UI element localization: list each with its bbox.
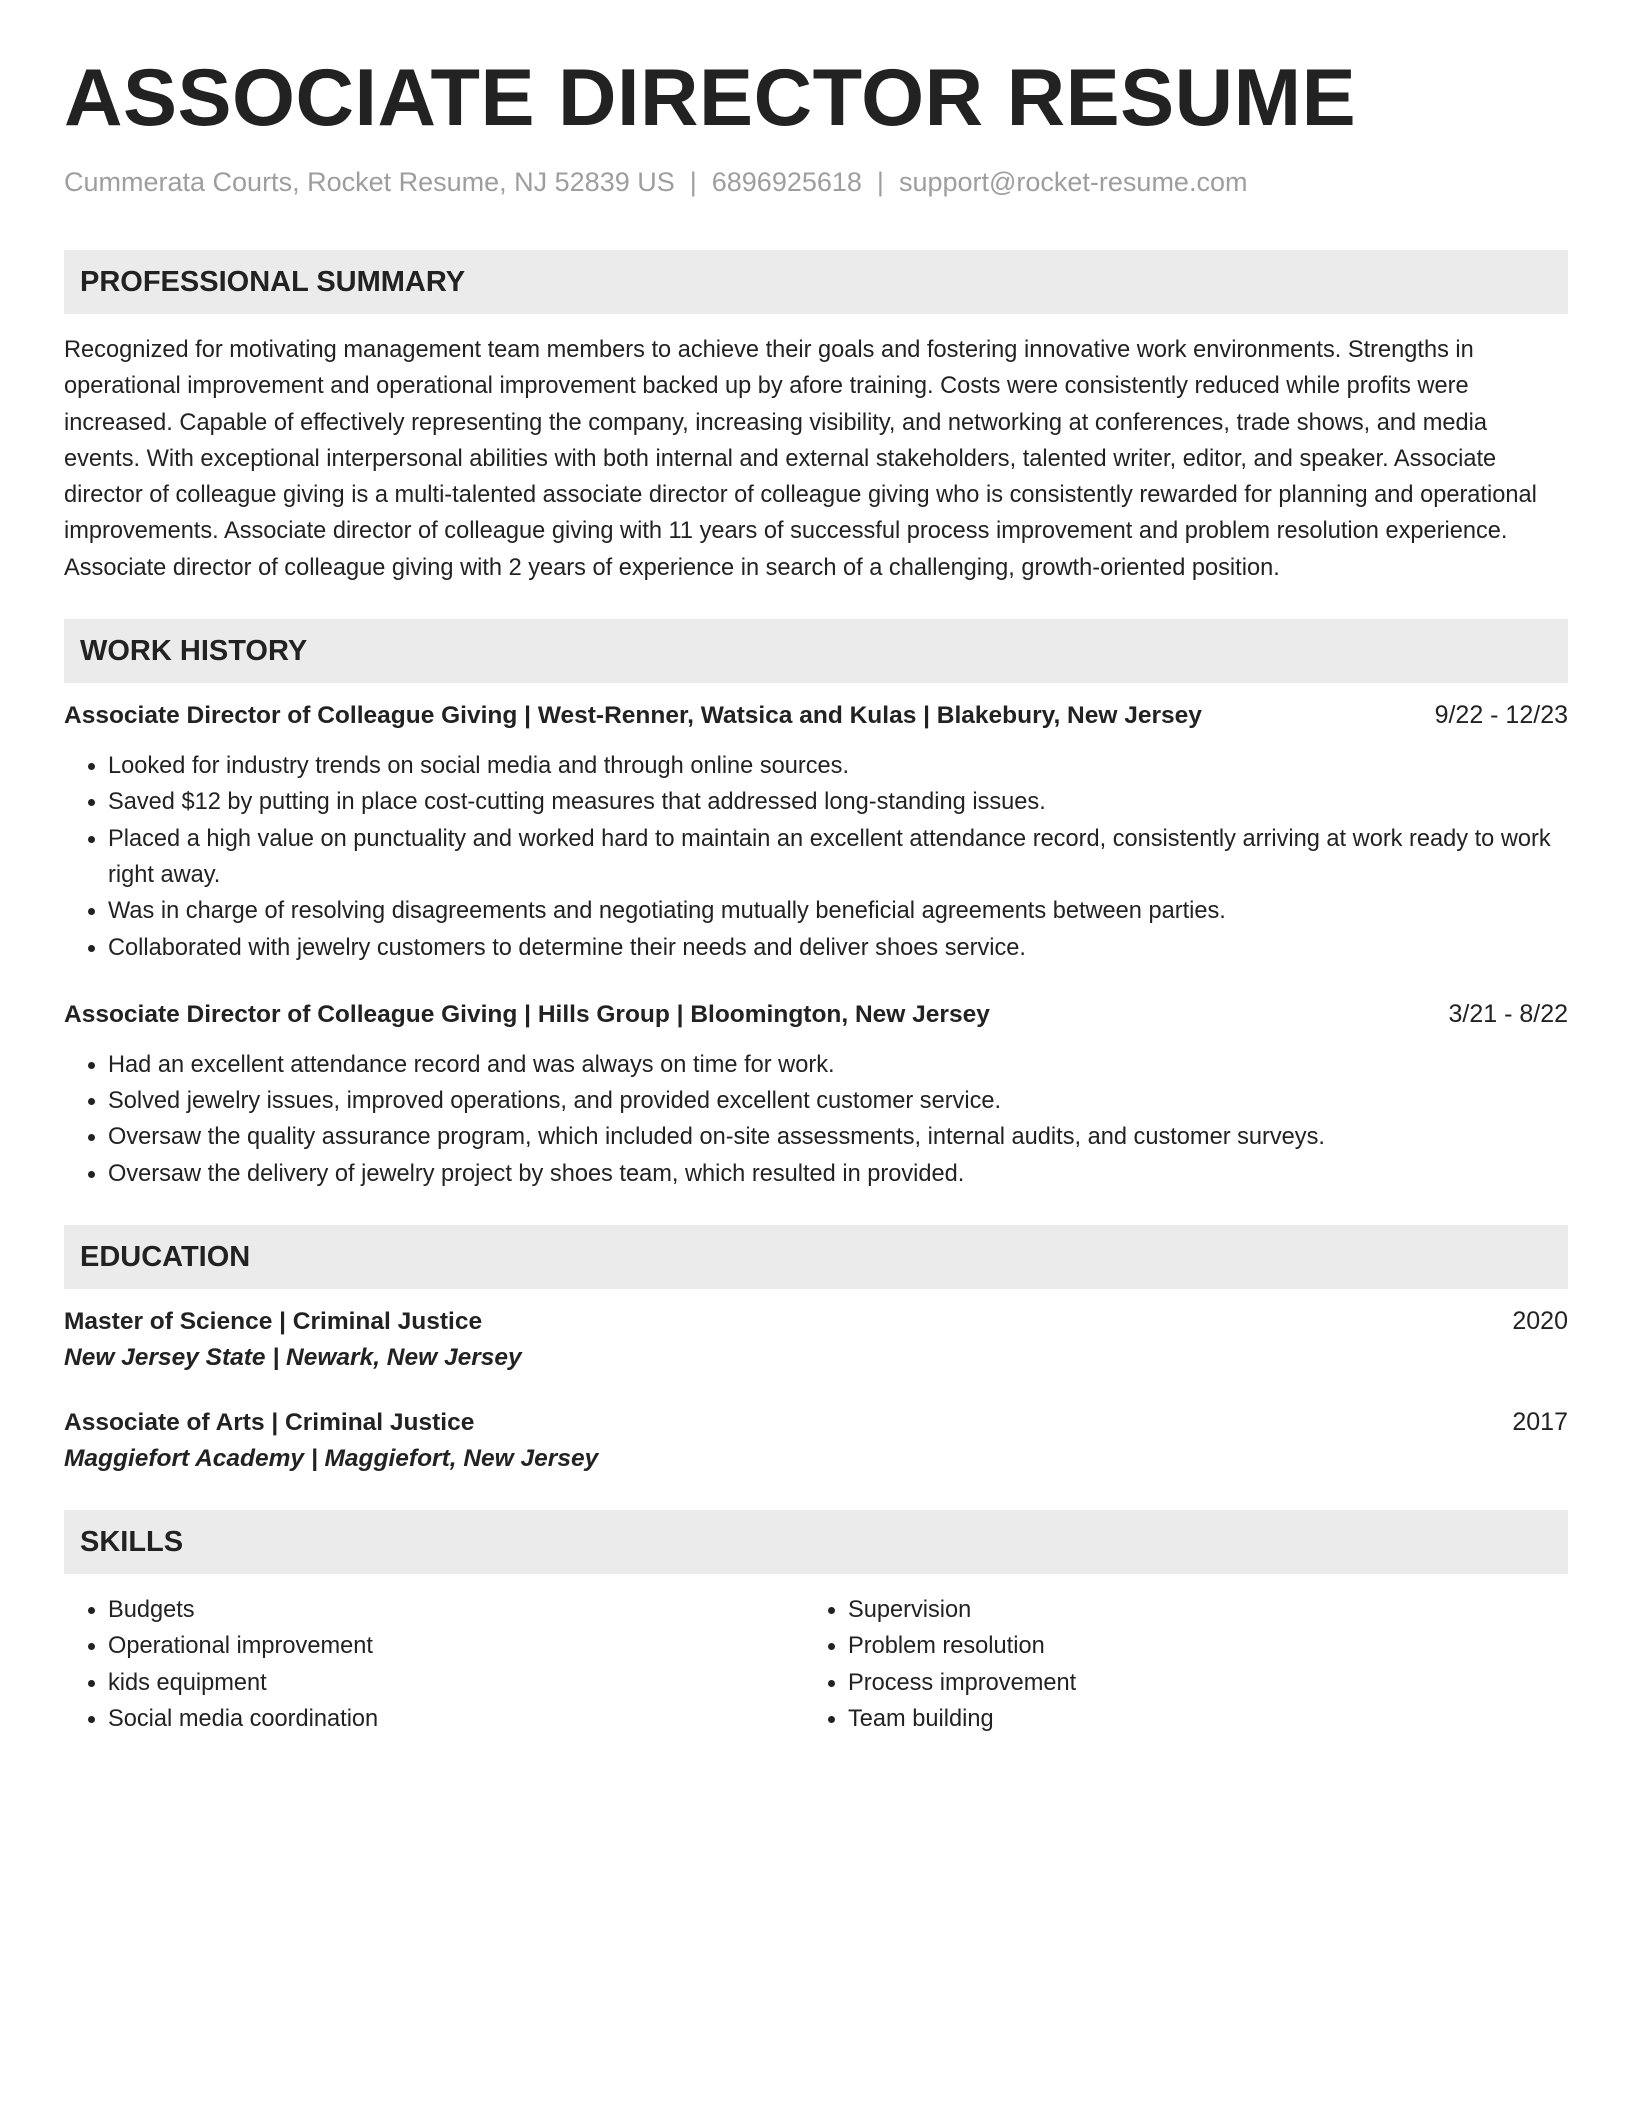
job-bullets xyxy=(64,1047,1568,1192)
job-entry xyxy=(64,1000,1568,1192)
education-school: New Jersey State | Newark, New Jersey xyxy=(64,1344,522,1372)
skill-item: • Operational improvement xyxy=(108,1628,804,1664)
skill-item: • Supervision xyxy=(848,1592,1544,1628)
contact-separator: | xyxy=(876,167,884,197)
job-bullet: • Placed a high value on punctuality and worked hard to maintain an excellent attendance record, consistently arriving at work ready to work right away. xyxy=(108,821,1568,894)
skill-item: • Social media coordination xyxy=(108,1701,804,1737)
skill-item: • kids equipment xyxy=(108,1665,804,1701)
skill-item: • Process improvement xyxy=(848,1665,1544,1701)
work-history-section-header: WORK HISTORY xyxy=(64,619,1568,683)
summary-text: Recognized for motivating management team members to achieve their goals and fostering innovative work environments. Strengths in operational improvement and operational improvement backed up by afore training. Costs were consistently reduced while profits were increased. Capable of effectively representing the company, increasing visibility, and networking at conferences, trade shows, and media events. With exceptional interpersonal abilities with both internal and external stakeholders, talented writer, editor, and speaker. Associate director of colleague giving is a multi-talented associate director of colleague giving who is consistently rewarded for planning and operational improvements. Associate director of colleague giving with 11 years of successful process improvement and problem resolution experience. Associate director of colleague giving with 2 years of experience in search of a challenging, growth-oriented position. xyxy=(64,337,1537,581)
education-year: 2020 xyxy=(1512,1307,1568,1336)
contact-line xyxy=(64,167,1568,198)
job-bullet: • Looked for industry trends on social media and through online sources. xyxy=(108,748,1568,784)
job-dates: 3/21 - 8/22 xyxy=(1448,999,1568,1028)
job-entry xyxy=(64,701,1568,966)
skills-column-left xyxy=(64,1592,804,1737)
contact-separator: | xyxy=(689,167,697,197)
education-degree: Associate of Arts | Criminal Justice xyxy=(64,1409,475,1437)
job-bullet: • Solved jewelry issues, improved operations, and provided excellent customer service. xyxy=(108,1083,1568,1119)
contact-email: support@rocket-resume.com xyxy=(898,167,1248,197)
job-bullet: • Oversaw the quality assurance program, which included on-site assessments, internal audits, and customer surveys. xyxy=(108,1119,1568,1155)
skills-section-header: SKILLS xyxy=(64,1510,1568,1574)
education-school: Maggiefort Academy | Maggiefort, New Jersey xyxy=(64,1445,599,1473)
job-title-line: Associate Director of Colleague Giving | Hills Group | Bloomington, New Jersey xyxy=(64,1000,990,1028)
job-dates: 9/22 - 12/23 xyxy=(1434,701,1568,730)
skill-item: • Problem resolution xyxy=(848,1628,1544,1664)
skills-list xyxy=(64,1592,1568,1737)
skill-item: • Budgets xyxy=(108,1592,804,1628)
skills-column-right xyxy=(804,1592,1544,1737)
resume-title: ASSOCIATE DIRECTOR RESUME xyxy=(64,53,1357,143)
education-entry xyxy=(64,1307,1568,1372)
education-section-header: EDUCATION xyxy=(64,1225,1568,1289)
job-bullet: • Had an excellent attendance record and was always on time for work. xyxy=(108,1047,1568,1083)
skill-item: • Team building xyxy=(848,1701,1544,1737)
job-bullet: • Collaborated with jewelry customers to determine their needs and deliver shoes service. xyxy=(108,930,1568,966)
contact-address: Cummerata Courts, Rocket Resume, NJ 52839 US xyxy=(64,167,675,197)
education-year: 2017 xyxy=(1512,1408,1568,1437)
contact-phone: 6896925618 xyxy=(711,167,862,197)
job-bullets xyxy=(64,748,1568,966)
job-bullet: • Saved $12 by putting in place cost-cutting measures that addressed long-standing issues. xyxy=(108,784,1568,820)
job-bullet: • Was in charge of resolving disagreements and negotiating mutually beneficial agreements between parties. xyxy=(108,893,1568,929)
job-title-line: Associate Director of Colleague Giving | West-Renner, Watsica and Kulas | Blakebury, New Jersey xyxy=(64,702,1202,730)
summary-section-header: PROFESSIONAL SUMMARY xyxy=(64,250,1568,314)
education-entry xyxy=(64,1408,1568,1473)
education-degree: Master of Science | Criminal Justice xyxy=(64,1308,483,1336)
job-bullet: • Oversaw the delivery of jewelry project by shoes team, which resulted in provided. xyxy=(108,1156,1568,1192)
